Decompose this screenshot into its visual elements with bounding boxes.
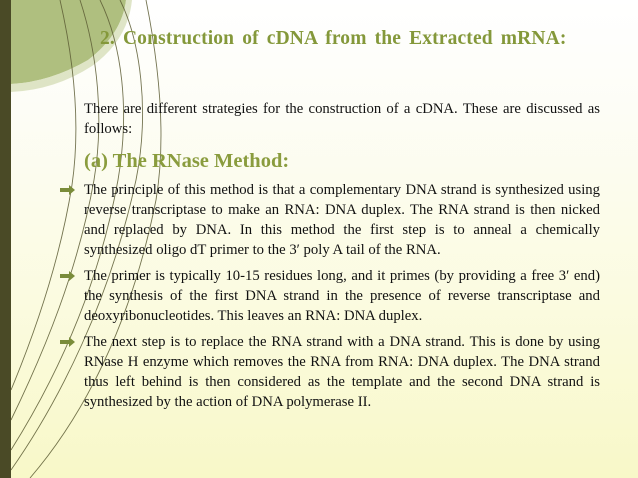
intro-paragraph: There are different strategies for the construction of a cDNA. These are discussed as follows:: [84, 101, 600, 137]
slide-title: 2. Construction of cDNA from the Extracted mRNA:: [100, 28, 567, 49]
bullet-arrow-icon: [60, 184, 75, 196]
bullet-point-rnase-h: The next step is to replace the RNA strand with a DNA strand. This is done by using RNase H enzyme which removes the RNA from RNA: DNA duplex. The DNA strand thus left behind is then considered as the template and the second DNA strand is synthesized by the action of DNA polymerase II.: [84, 334, 600, 410]
bullet-point-principle: The principle of this method is that a complementary DNA strand is synthesized using reverse transcriptase to make an RNA: DNA duplex. The RNA strand is then nicked and replaced by DNA. In this method the first step is to anneal a chemically synthesized oligo dT primer to the 3′ poly A tail of the RNA.: [84, 182, 600, 258]
bullet-point-primer: The primer is typically 10-15 residues long, and it primes (by providing a free 3′ end) the synthesis of the first DNA strand in the presence of reverse transcriptase and deoxyribonucleotides. This leaves an RNA: DNA duplex.: [84, 268, 600, 324]
bullet-arrow-icon: [60, 270, 75, 282]
section-subheading: (a) The RNase Method:: [84, 150, 290, 172]
bullet-arrow-icon: [60, 336, 75, 348]
